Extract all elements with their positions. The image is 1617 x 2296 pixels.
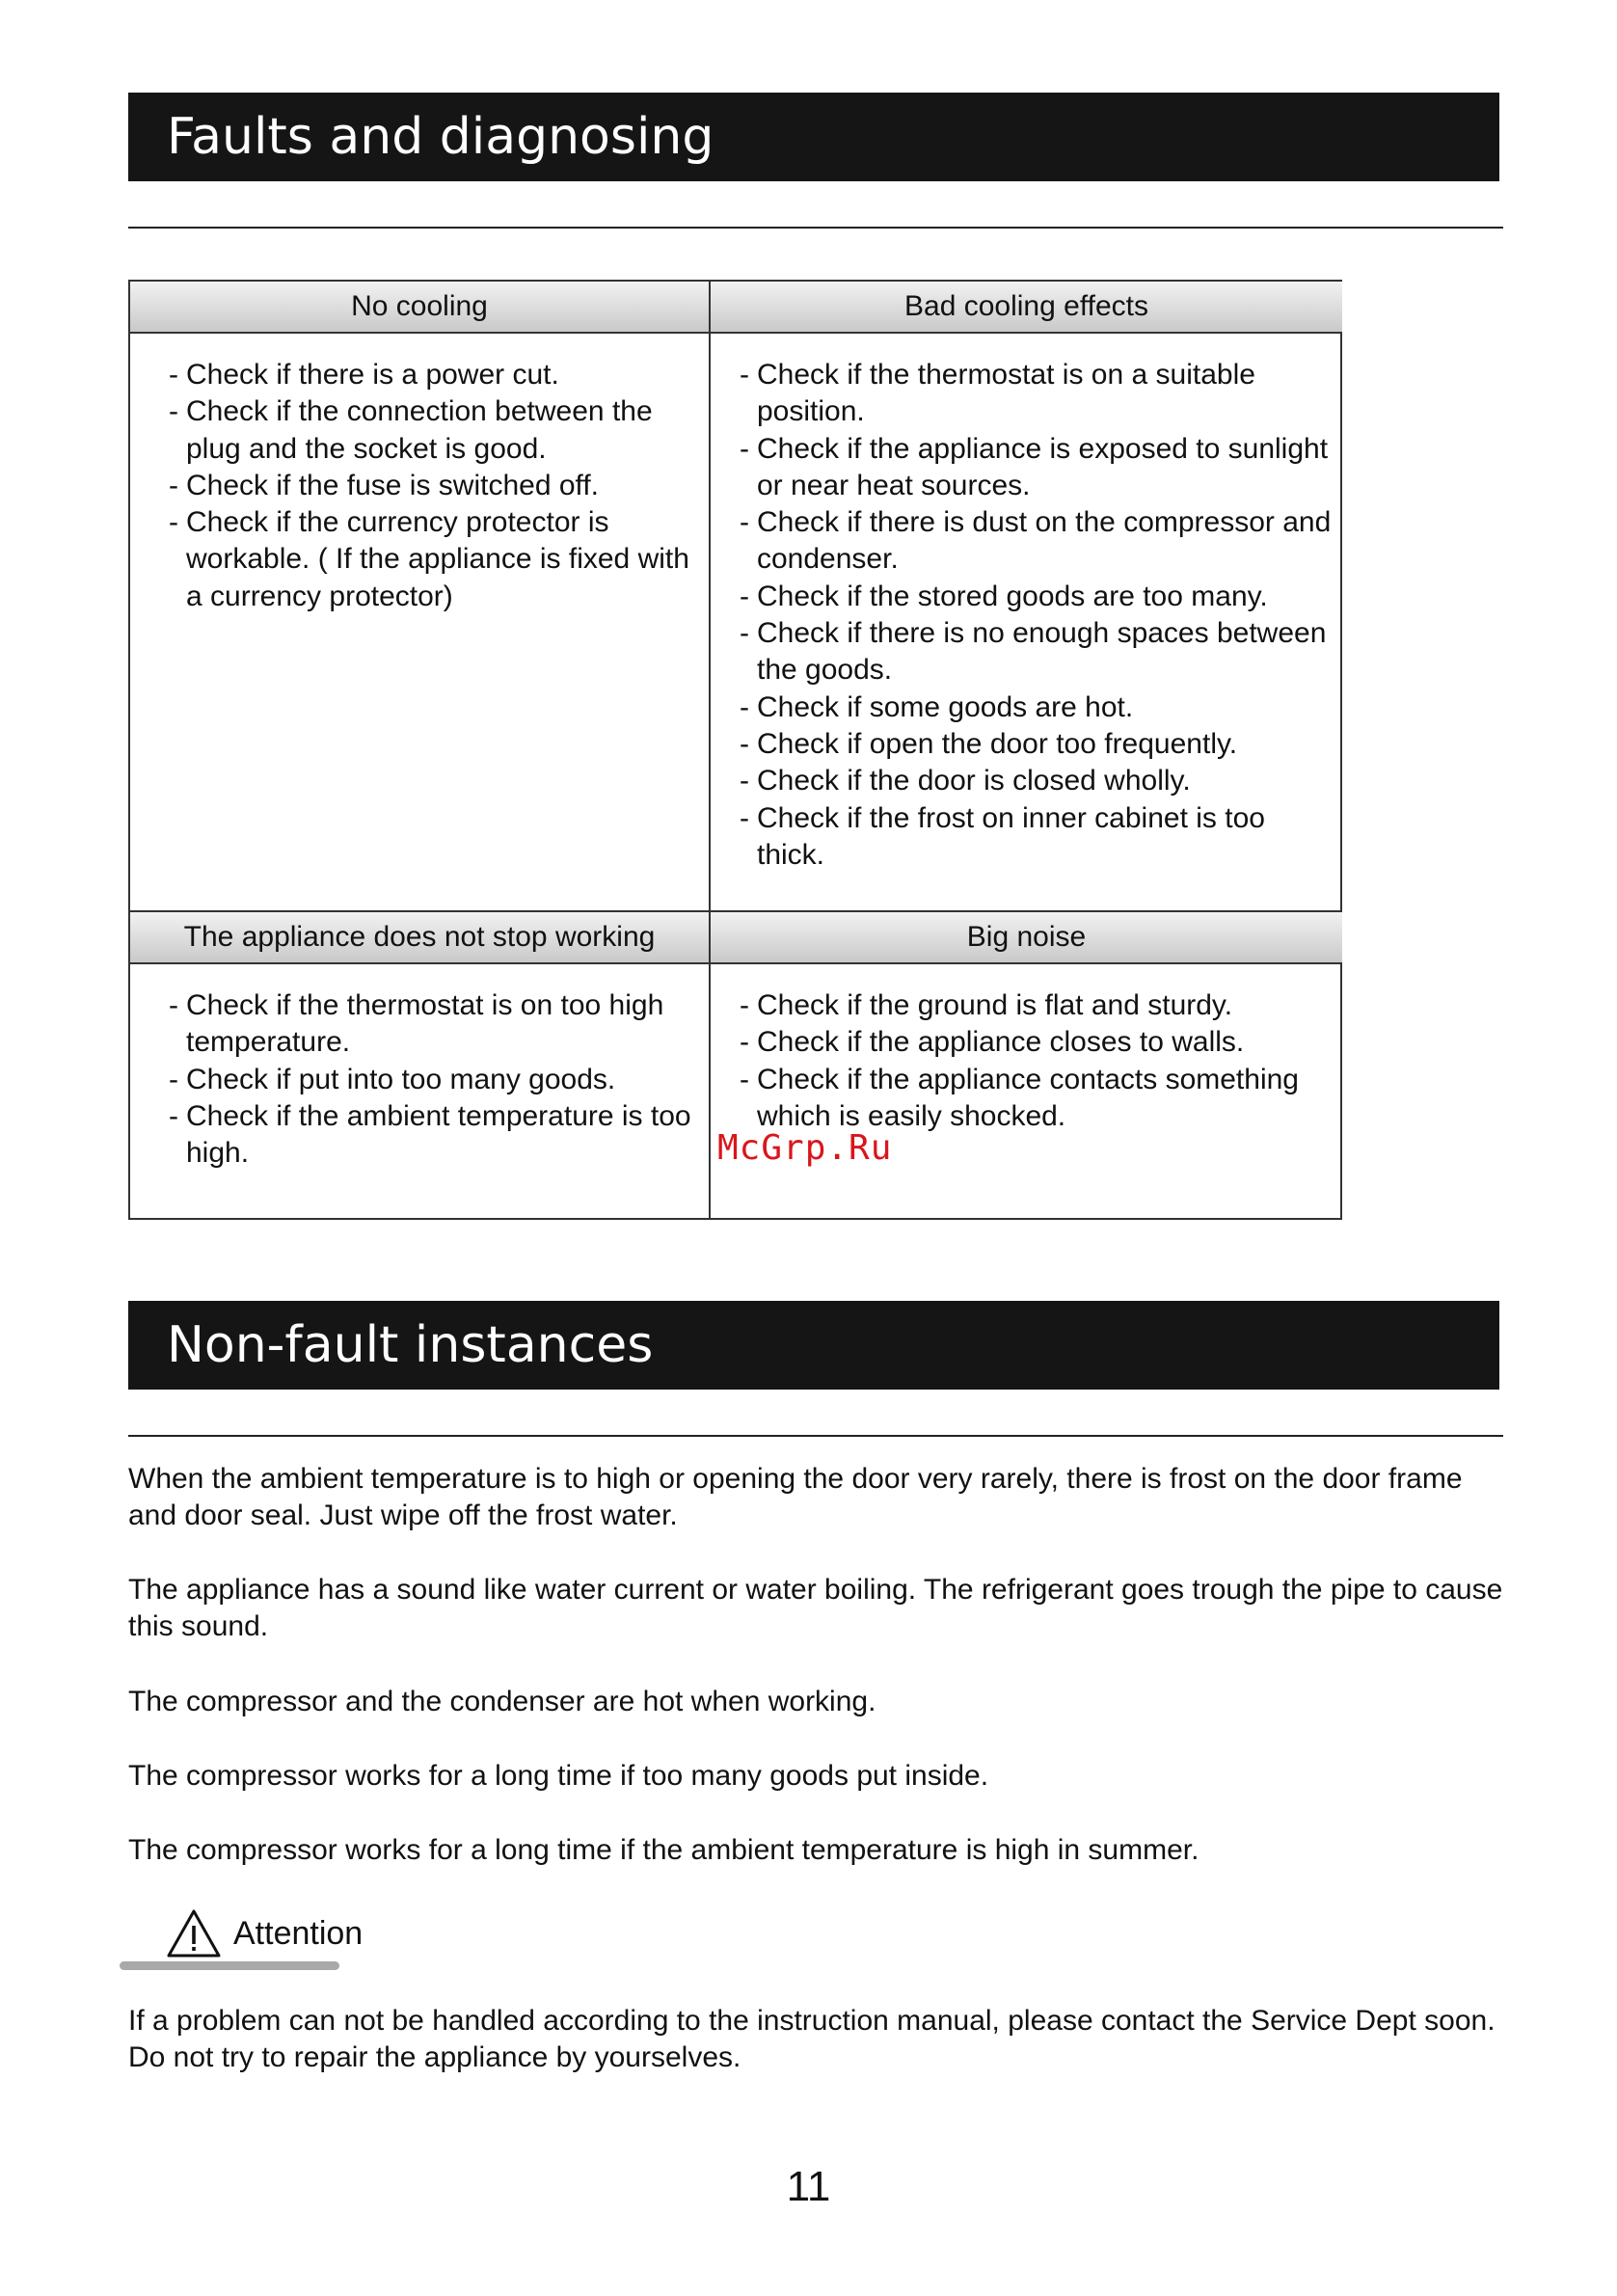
list-item: - Check if there is a power cut. — [169, 357, 694, 393]
header-bad-cooling: Bad cooling effects — [711, 282, 1342, 334]
list-item: - Check if put into too many goods. — [169, 1062, 694, 1098]
paragraph: The compressor and the condenser are hot when working. — [128, 1686, 876, 1717]
list-item: - Check if the fuse is switched off. — [169, 468, 694, 504]
list-item: - Check if the connection between the plug and the socket is good. — [169, 393, 694, 468]
header-no-cooling: No cooling — [130, 282, 709, 334]
fault-table — [128, 280, 1342, 1220]
page-number: 11 — [786, 2163, 831, 2210]
list-item: - Check if the ground is flat and sturdy. — [740, 987, 1333, 1024]
paragraph: The compressor works for a long time if the ambient temperature is high in summer. — [128, 1834, 1199, 1866]
section-title-faults: Faults and diagnosing — [128, 93, 1499, 181]
attention-label: Attention — [233, 1914, 364, 1952]
list-item: - Check if there is dust on the compressor and condenser. — [740, 504, 1333, 579]
attention-text: If a problem can not be handled according to the instruction manual, please contact the Service Dept soon. Do not try to repair the appliance by yourselves. — [128, 2005, 1496, 2074]
warning-triangle-icon — [166, 1908, 222, 1958]
paragraph: The compressor works for a long time if too many goods put inside. — [128, 1760, 989, 1792]
list-item: - Check if the thermostat is on too high temperature. — [169, 987, 694, 1062]
cell-no-cooling — [169, 357, 694, 615]
list-item: - Check if there is no enough spaces between the goods. — [740, 615, 1333, 689]
table-column-divider — [709, 282, 711, 1218]
attention-underline — [120, 1961, 339, 1970]
list-item: - Check if the ambient temperature is too high. — [169, 1098, 694, 1173]
watermark: McGrp.Ru — [717, 1128, 893, 1168]
header-not-stop: The appliance does not stop working — [130, 912, 709, 964]
divider — [128, 1435, 1503, 1437]
header-big-noise: Big noise — [711, 912, 1342, 964]
cell-bad-cooling — [740, 357, 1333, 874]
list-item: - Check if open the door too frequently. — [740, 726, 1333, 763]
list-item: - Check if some goods are hot. — [740, 689, 1333, 726]
list-item: - Check if the thermostat is on a suitable position. — [740, 357, 1333, 431]
list-item: - Check if the door is closed wholly. — [740, 763, 1333, 799]
list-item: - Check if the stored goods are too many. — [740, 579, 1333, 615]
attention-heading — [166, 1909, 363, 1958]
cell-not-stop — [169, 987, 694, 1172]
divider — [128, 227, 1503, 229]
list-item: - Check if the currency protector is workable. ( If the appliance is fixed with a currency protector) — [169, 504, 694, 615]
list-item: - Check if the appliance closes to walls. — [740, 1024, 1333, 1061]
list-item: - Check if the appliance contacts something which is easily shocked. — [740, 1062, 1333, 1136]
list-item: - Check if the appliance is exposed to sunlight or near heat sources. — [740, 431, 1333, 505]
paragraph: The appliance has a sound like water current or water boiling. The refrigerant goes trough the pipe to cause this sound. — [128, 1574, 1503, 1643]
paragraph: When the ambient temperature is to high or opening the door very rarely, there is frost on the door frame and door seal. Just wipe off the frost water. — [128, 1463, 1463, 1532]
section-title-non-fault: Non-fault instances — [128, 1301, 1499, 1390]
list-item: - Check if the frost on inner cabinet is too thick. — [740, 800, 1333, 875]
cell-big-noise — [740, 987, 1333, 1135]
